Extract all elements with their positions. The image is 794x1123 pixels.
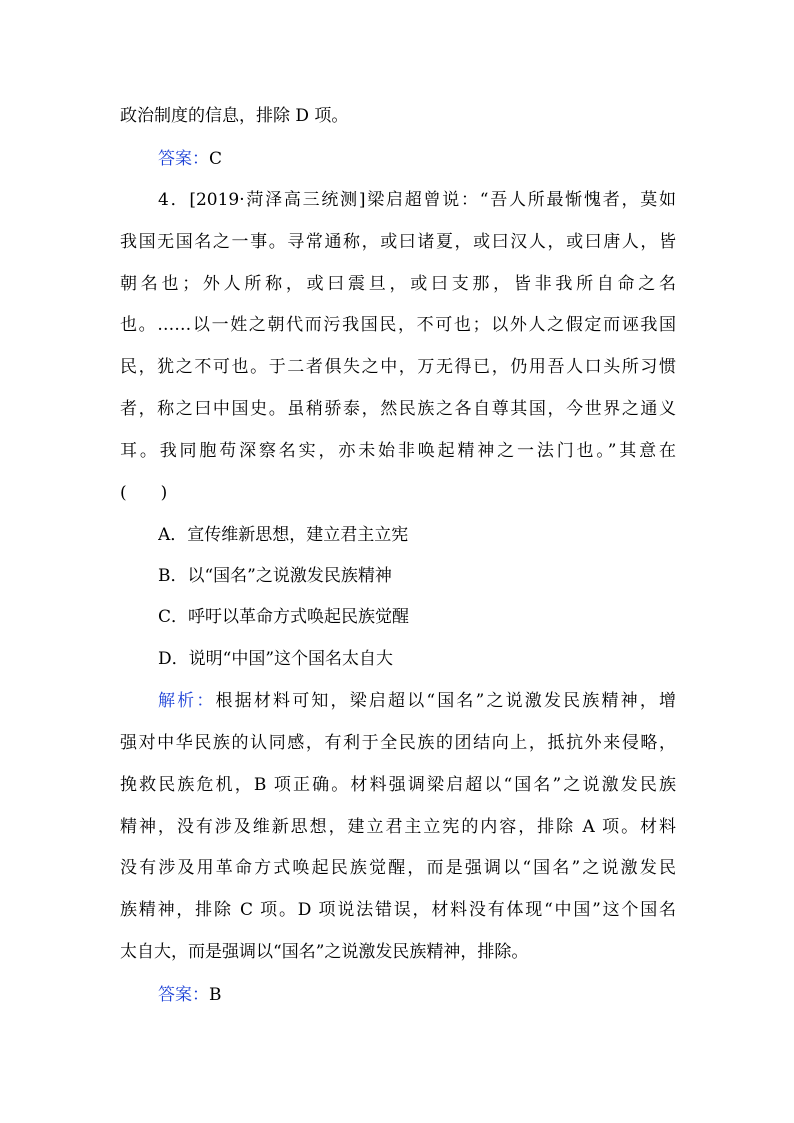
question-stem-line: 朝名也；外人所称，或曰震旦，或曰支那，皆非我所自命之名: [120, 274, 676, 294]
question-stem-line: 耳。我同胞苟深察名实，亦未始非唤起精神之一法门也。”其意在: [120, 441, 676, 461]
option-a: A．宣传维新思想，建立君主立宪: [158, 525, 409, 545]
question-stem-line: 也。……以一姓之朝代而污我国民，不可也；以外人之假定而诬我国: [120, 315, 676, 335]
answer-value: B: [209, 985, 222, 1005]
answer-line: [158, 147, 676, 171]
answer-label: 答案：: [158, 149, 209, 169]
analysis-line: 没有涉及用革命方式唤起民族觉醒，而是强调以“国名”之说激发民: [120, 858, 676, 878]
answer-line: [158, 983, 676, 1007]
answer-label: 答案：: [158, 985, 209, 1005]
analysis-text: 根据材料可知，梁启超以“国名”之说激发民族精神，增: [215, 691, 676, 711]
analysis-line: 精神，没有涉及维新思想，建立君主立宪的内容，排除 A 项。材料: [120, 817, 676, 837]
analysis-line: 挽救民族危机，B 项正确。材料强调梁启超以“国名”之说激发民族: [120, 775, 676, 795]
analysis-line: [158, 689, 676, 713]
option-d: D．说明“中国”这个国名太自大: [158, 649, 394, 669]
analysis-line: 太自大，而是强调以“国名”之说激发民族精神，排除。: [120, 942, 529, 962]
question-stem-line: 4．[2019·菏泽高三统测]梁启超曾说：“吾人所最惭愧者，莫如: [158, 190, 676, 210]
text-line: 政治制度的信息，排除 D 项。: [120, 106, 349, 126]
option-b: B．以“国名”之说激发民族精神: [158, 566, 392, 586]
analysis-line: 强对中华民族的认同感，有利于全民族的团结向上，抵抗外来侵略，: [120, 733, 676, 753]
question-stem-line: 民，犹之不可也。于二者俱失之中，万无得已，仍用吾人口头所习惯: [120, 357, 676, 377]
question-stem-line: 者，称之曰中国史。虽稍骄泰，然民族之各自尊其国，今世界之通义: [120, 399, 676, 419]
analysis-line: 族精神，排除 C 项。D 项说法错误，材料没有体现“中国”这个国名: [120, 900, 676, 920]
option-c: C．呼吁以革命方式唤起民族觉醒: [158, 607, 410, 627]
answer-value: C: [209, 149, 223, 169]
answer-blank: ( ): [120, 483, 168, 503]
question-stem-line: 我国无国名之一事。寻常通称，或曰诸夏，或曰汉人，或曰唐人，皆: [120, 232, 676, 252]
analysis-label: 解析：: [158, 691, 216, 711]
